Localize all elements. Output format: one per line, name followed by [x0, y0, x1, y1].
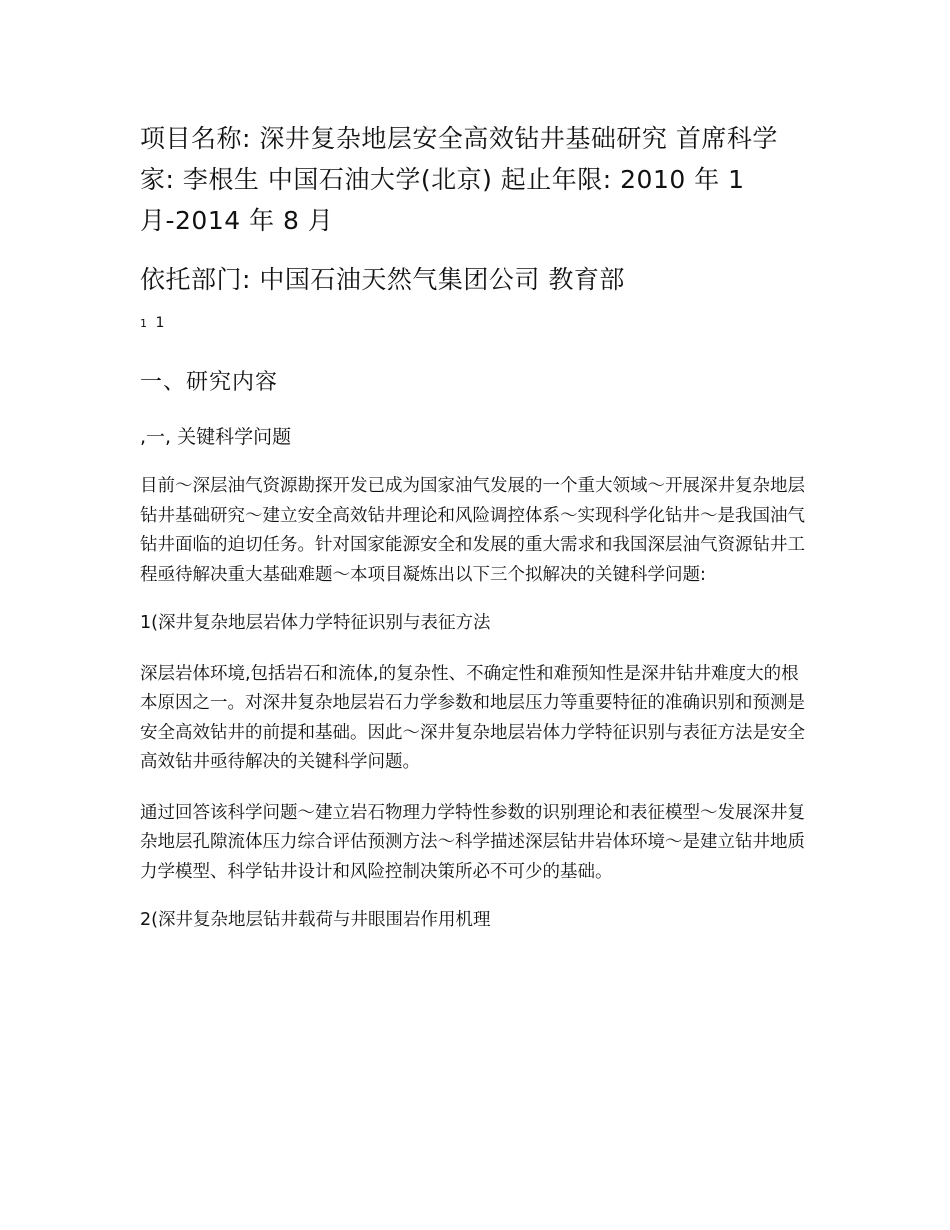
supporting-department-line: 依托部门: 中国石油天然气集团公司 教育部 [140, 265, 625, 294]
document-page [140, 118, 812, 936]
item1-paragraph-1: 深层岩体环境,包括岩石和流体,的复杂性、不确定性和难预知性是深井钻井难度大的根本原因之一。对深井复杂地层岩石力学参数和地层压力等重要特征的准确识别和预测是安全高效钻井的前提和基础。因此～深井复杂地层岩体力学特征识别与表征方法是安全高效钻井亟待解决的关键科学问题。 [140, 663, 805, 772]
page-marker-small: 1 [140, 317, 149, 330]
item2-heading: 2(深井复杂地层钻井载荷与井眼围岩作用机理 [140, 910, 491, 930]
section-heading: 一、研究内容 [140, 370, 279, 395]
item1-paragraph-2: 通过回答该科学问题～建立岩石物理力学特性参数的识别理论和表征模型～发展深井复杂地层孔隙流体压力综合评估预测方法～科学描述深层钻井岩体环境～是建立钻井地质力学模型、科学钻井设计和风险控制决策所必不可少的基础。 [140, 802, 805, 882]
page-marker-large: 1 [155, 315, 167, 331]
intro-paragraph: 目前～深层油气资源勘探开发已成为国家油气发展的一个重大领域～开展深井复杂地层钻井基础研究～建立安全高效钻井理论和风险调控体系～实现科学化钻井～是我国油气钻井面临的迫切任务。针对国家能源安全和发展的重大需求和我国深层油气资源钻井工程亟待解决重大基础难题～本项目凝炼出以下三个拟解决的关键科学问题: [140, 476, 805, 585]
page-marker [140, 313, 812, 334]
subsection-heading: ,一, 关键科学问题 [140, 426, 292, 448]
item1-heading: 1(深井复杂地层岩体力学特征识别与表征方法 [140, 613, 491, 633]
project-title-line: 项目名称: 深井复杂地层安全高效钻井基础研究 首席科学家: 李根生 中国石油大学(北京) 起止年限: 2010 年 1 月-2014 年 8 月 [140, 124, 778, 235]
